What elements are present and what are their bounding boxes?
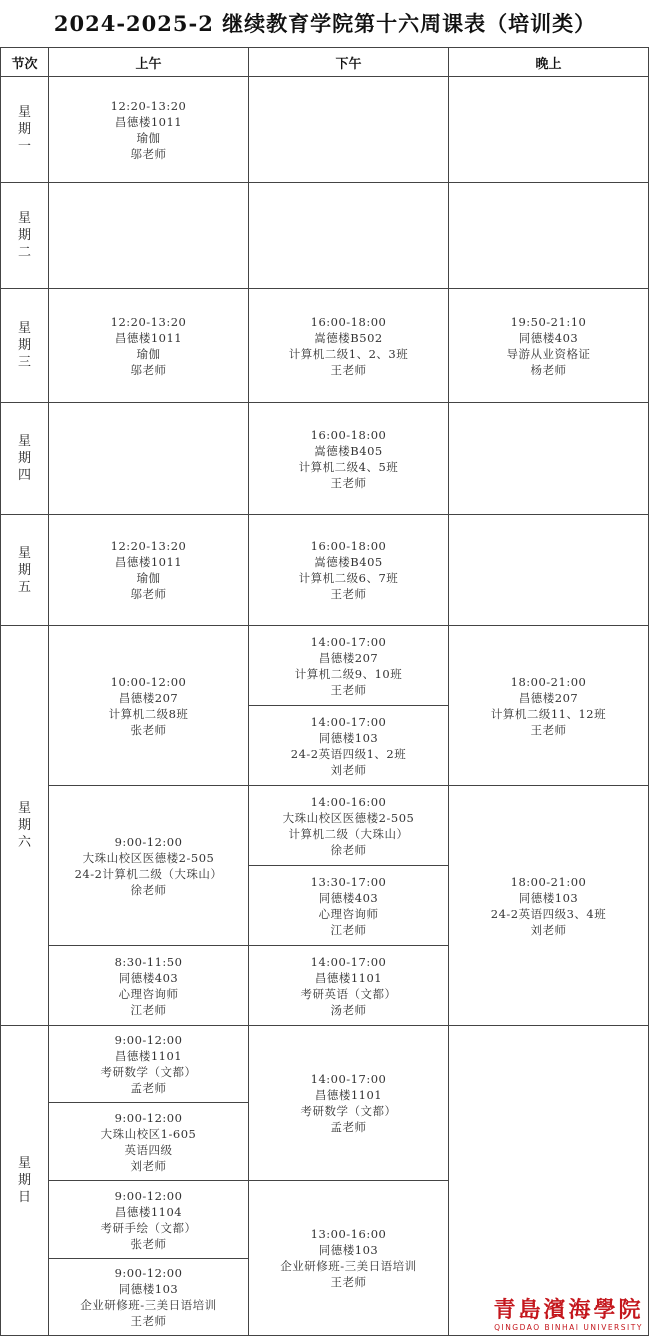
class-sat-ev1: 18:00-21:00 昌德楼207 计算机二级11、12班 王老师 [449, 626, 649, 786]
row-monday [1, 77, 649, 183]
day-thursday: 星 期 四 [1, 403, 49, 515]
empty-cell [449, 403, 649, 515]
schedule-table [0, 47, 649, 1336]
day-tuesday: 星 期 二 [1, 183, 49, 289]
row-sunday-1 [1, 1026, 649, 1103]
class-sun-am4: 9:00-12:00 同德楼103 企业研修班-三美日语培训 王老师 [49, 1259, 249, 1336]
class-sat-am2: 9:00-12:00 大珠山校区医德楼2-505 24-2计算机二级（大珠山） 徐老师 [49, 786, 249, 946]
row-tuesday [1, 183, 649, 289]
class-sat-pm3: 14:00-16:00 大珠山校区医德楼2-505 计算机二级（大珠山） 徐老师 [249, 786, 449, 866]
empty-cell [49, 183, 249, 289]
row-friday [1, 515, 649, 626]
header-row [1, 48, 649, 77]
class-sun-am1: 9:00-12:00 昌德楼1101 考研数学（文都） 孟老师 [49, 1026, 249, 1103]
class-wed-ev: 19:50-21:10 同德楼403 导游从业资格证 杨老师 [449, 289, 649, 403]
day-monday: 星 期 一 [1, 77, 49, 183]
day-friday: 星 期 五 [1, 515, 49, 626]
empty-cell [249, 77, 449, 183]
page-title: 2024-2025-2 继续教育学院第十六周课表（培训类） [53, 11, 597, 36]
empty-cell [449, 183, 649, 289]
day-wednesday: 星 期 三 [1, 289, 49, 403]
class-sun-am2: 9:00-12:00 大珠山校区1-605 英语四级 刘老师 [49, 1103, 249, 1181]
row-saturday-3 [1, 786, 649, 866]
header-evening: 晚上 [449, 48, 649, 77]
day-saturday: 星 期 六 [1, 626, 49, 1026]
row-saturday-1 [1, 626, 649, 706]
header-afternoon: 下午 [249, 48, 449, 77]
class-sat-pm4: 13:30-17:00 同德楼403 心理咨询师 江老师 [249, 866, 449, 946]
class-sun-pm1: 14:00-17:00 昌德楼1101 考研数学（文都） 孟老师 [249, 1026, 449, 1181]
empty-cell [49, 403, 249, 515]
class-sat-pm5: 14:00-17:00 昌德楼1101 考研英语（文都） 汤老师 [249, 946, 449, 1026]
header-morning: 上午 [49, 48, 249, 77]
logo-english-name: QINGDAO BINHAI UNIVERSITY [494, 1323, 643, 1332]
class-sat-am1: 10:00-12:00 昌德楼207 计算机二级8班 张老师 [49, 626, 249, 786]
class-sat-pm2: 14:00-17:00 同德楼103 24-2英语四级1、2班 刘老师 [249, 706, 449, 786]
class-fri-am: 12:20-13:20 昌德楼1011 瑜伽 邬老师 [49, 515, 249, 626]
class-sat-pm1: 14:00-17:00 昌德楼207 计算机二级9、10班 王老师 [249, 626, 449, 706]
class-thu-pm: 16:00-18:00 嵩德楼B405 计算机二级4、5班 王老师 [249, 403, 449, 515]
empty-cell [449, 1026, 649, 1336]
empty-cell [449, 515, 649, 626]
empty-cell [249, 183, 449, 289]
class-fri-pm: 16:00-18:00 嵩德楼B405 计算机二级6、7班 王老师 [249, 515, 449, 626]
empty-cell [449, 77, 649, 183]
logo-chinese-name: 青島濱海學院 [493, 1297, 644, 1323]
header-period: 节次 [1, 48, 49, 77]
university-logo [491, 1297, 646, 1332]
class-wed-pm: 16:00-18:00 嵩德楼B502 计算机二级1、2、3班 王老师 [249, 289, 449, 403]
row-thursday [1, 403, 649, 515]
class-mon-am: 12:20-13:20 昌德楼1011 瑜伽 邬老师 [49, 77, 249, 183]
class-sat-ev2: 18:00-21:00 同德楼103 24-2英语四级3、4班 刘老师 [449, 786, 649, 1026]
day-sunday: 星 期 日 [1, 1026, 49, 1336]
row-wednesday [1, 289, 649, 403]
class-sun-pm2: 13:00-16:00 同德楼103 企业研修班-三美日语培训 王老师 [249, 1181, 449, 1336]
class-sat-am3: 8:30-11:50 同德楼403 心理咨询师 江老师 [49, 946, 249, 1026]
class-wed-am: 12:20-13:20 昌德楼1011 瑜伽 邬老师 [49, 289, 249, 403]
class-sun-am3: 9:00-12:00 昌德楼1104 考研手绘（文都） 张老师 [49, 1181, 249, 1259]
